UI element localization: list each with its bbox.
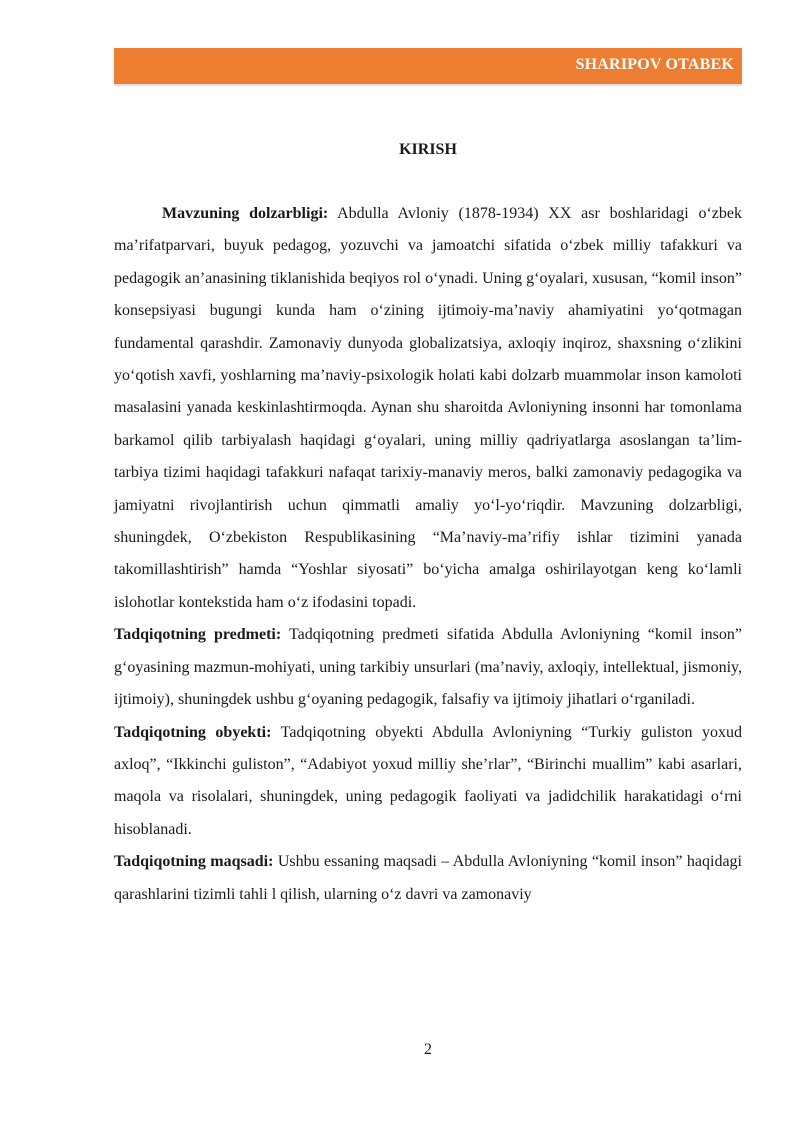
paragraph-text: Tadqiqotning predmeti sifatida Abdulla Avloniyning “komil inson” g‘oyasining mazmun-mohiyati, uning tarkibiy unsurlari (ma’naviy, axloqiy, intellektual, jismoniy, ijtimoiy), shuningdek ushbu g‘oyaning pedagogik, falsafiy va ijtimoiy jihatlari o‘rganiladi. (114, 626, 742, 709)
paragraph-text: Tadqiqotning obyekti Abdulla Avloniyning “Turkiy guliston yoxud axloq”, “Ikkinchi guliston”, “Adabiyot yoxud milliy she’rlar”, “Birinchi muallim” kabi asarlari, maqola va risolalari, shuningdek, uning pedagogik faoliyati va jadidchilik harakatidagi o‘rni hisoblanadi. (114, 723, 742, 838)
header-bar (114, 48, 742, 84)
paragraph-relevance (114, 198, 742, 619)
paragraph-label: Mavzuning dolzarbligi: (162, 205, 329, 222)
paragraph-label: Tadqiqotning maqsadi: (114, 853, 274, 871)
paragraph-text: Abdulla Avloniy (1878-1934) XX asr boshlaridagi o‘zbek ma’rifatparvari, buyuk pedagog, yozuvchi va jamoatchi sifatida o‘zbek milliy tafakkuri va pedagogik an’anasining tiklanishida beqiyos rol o‘ynadi. Uning g‘oyalari, xususan, “komil inson” konsepsiyasi bugungi kunda ham o‘zining ijtimoiy-ma’naviy ahamiyatini yo‘qotmagan fundamental qarashdir. Zamonaviy dunyoda globalizatsiya, axloqiy inqiroz, shaxsning o‘zlikini yo‘qotish xavfi, yoshlarning ma’naviy-psixologik holati kabi dolzarb muammolar inson kamoloti masalasini yanada keskinlashtirmoqda. Aynan shu sharoitda Avloniyning insonni har tomonlama barkamol qilib tarbiyalash haqidagi g‘oyalari, uning milliy qadriyatlarga asoslangan ta’lim-tarbiya tizimi haqidagi tafakkuri nafaqat tarixiy-manaviy meros, balki zamonaviy pedagogika va jamiyatni rivojlantirish uchun qimmatli amaliy yo‘l-yo‘riqdir. Mavzuning dolzarbligi, shuningdek, O‘zbekiston Respublikasining “Ma’naviy-ma’rifiy ishlar tizimini yanada takomillashtirish” hamda “Yoshlar siyosati” bo‘yicha amalga oshirilayotgan keng ko‘lamli islohotlar kontekstida ham o‘z ifodasini topadi. (114, 205, 742, 611)
page-title: KIRISH (399, 141, 457, 158)
paragraph-label: Tadqiqotning obyekti: (114, 723, 272, 741)
paragraph-object (114, 717, 742, 847)
paragraph-label: Tadqiqotning predmeti: (114, 626, 282, 644)
paragraph-text: Ushbu essaning maqsadi – Abdulla Avloniyning “komil inson” haqidagi qarashlarini tizimli tahli l qilish, ularning o‘z davri va zamonaviy (114, 853, 742, 903)
paragraph-goal (114, 846, 742, 911)
document-body (114, 198, 742, 911)
paragraph-subject (114, 619, 742, 716)
header-author: SHARIPOV OTABEK (575, 56, 734, 73)
page-number: 2 (424, 1041, 432, 1058)
